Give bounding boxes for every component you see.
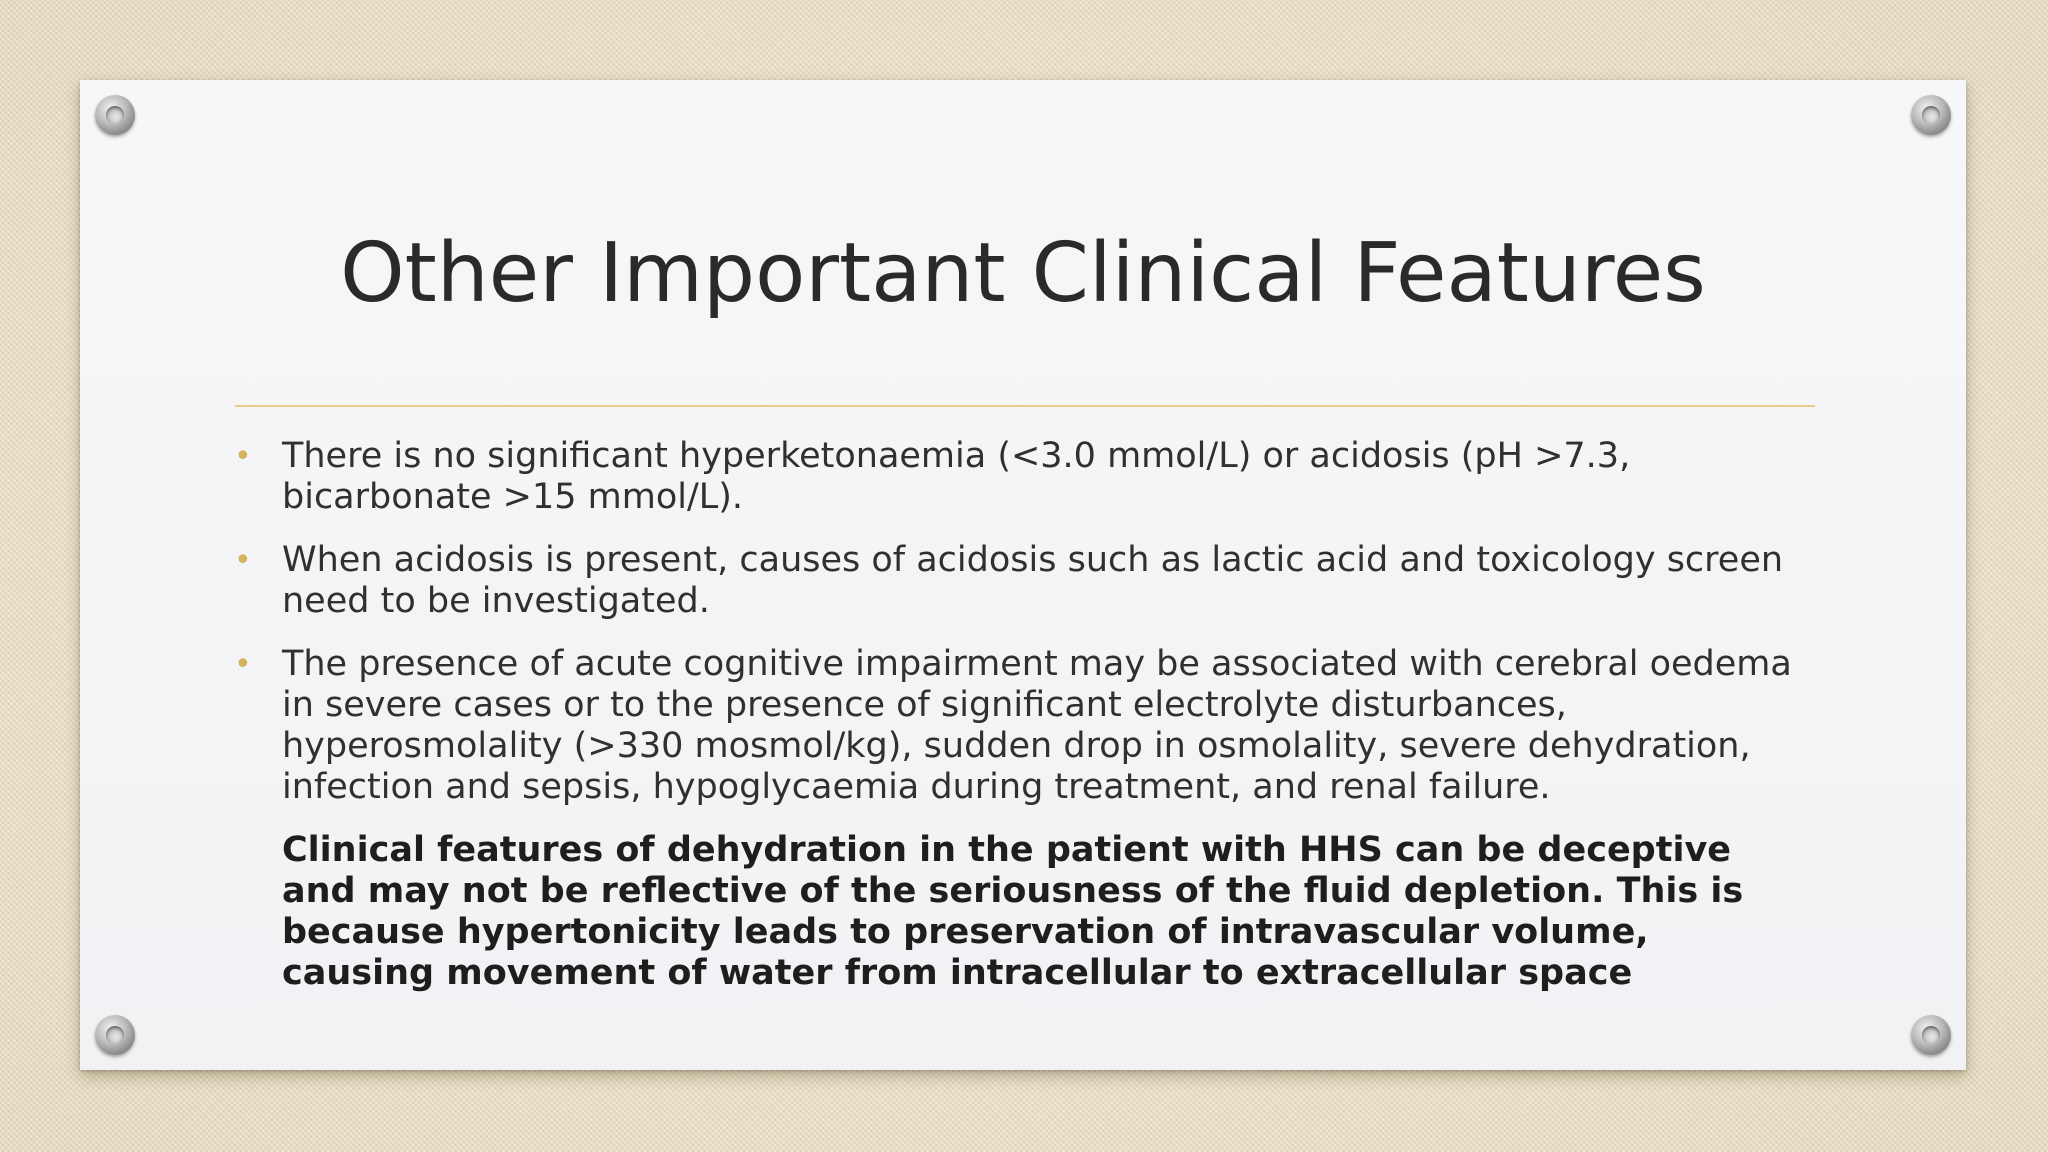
bullet-text: The presence of acute cognitive impairment may be associated with cerebral oedema in severe cases or to the presence of significant electrolyte disturbances, hyperosmolality (>330 mosmol/kg), sudden drop in osmolality, severe dehydration, infection and sepsis, hypoglycaemia during treatment, and renal failure. xyxy=(282,644,1792,807)
bold-note: Clinical features of dehydration in the patient with HHS can be deceptive and may not be reflective of the seriousness of the fluid depletion. This is because hypertonicity leads to preservation of intravascular volume, causing movement of water from intracellular to extracellular space xyxy=(282,830,1744,993)
slide-body xyxy=(234,436,1794,994)
grommet-top-right-icon xyxy=(1911,95,1951,135)
bullet-item xyxy=(234,540,1794,622)
title-divider xyxy=(235,405,1815,407)
grommet-top-left-icon xyxy=(95,95,135,135)
bullet-dot-icon: • xyxy=(234,439,252,474)
bullet-item xyxy=(234,436,1794,518)
slide-card xyxy=(80,80,1966,1070)
grommet-bottom-right-icon xyxy=(1911,1015,1951,1055)
bullet-text: When acidosis is present, causes of acidosis such as lactic acid and toxicology screen need to be investigated. xyxy=(282,540,1784,621)
slide-title: Other Important Clinical Features xyxy=(340,226,1706,321)
bullet-item xyxy=(234,644,1794,808)
bullet-list xyxy=(234,436,1794,808)
bullet-dot-icon: • xyxy=(234,647,252,682)
grommet-bottom-left-icon xyxy=(95,1015,135,1055)
bullet-text: There is no significant hyperketonaemia (<3.0 mmol/L) or acidosis (pH >7.3, bicarbonate >15 mmol/L). xyxy=(282,436,1631,517)
bullet-dot-icon: • xyxy=(234,543,252,578)
